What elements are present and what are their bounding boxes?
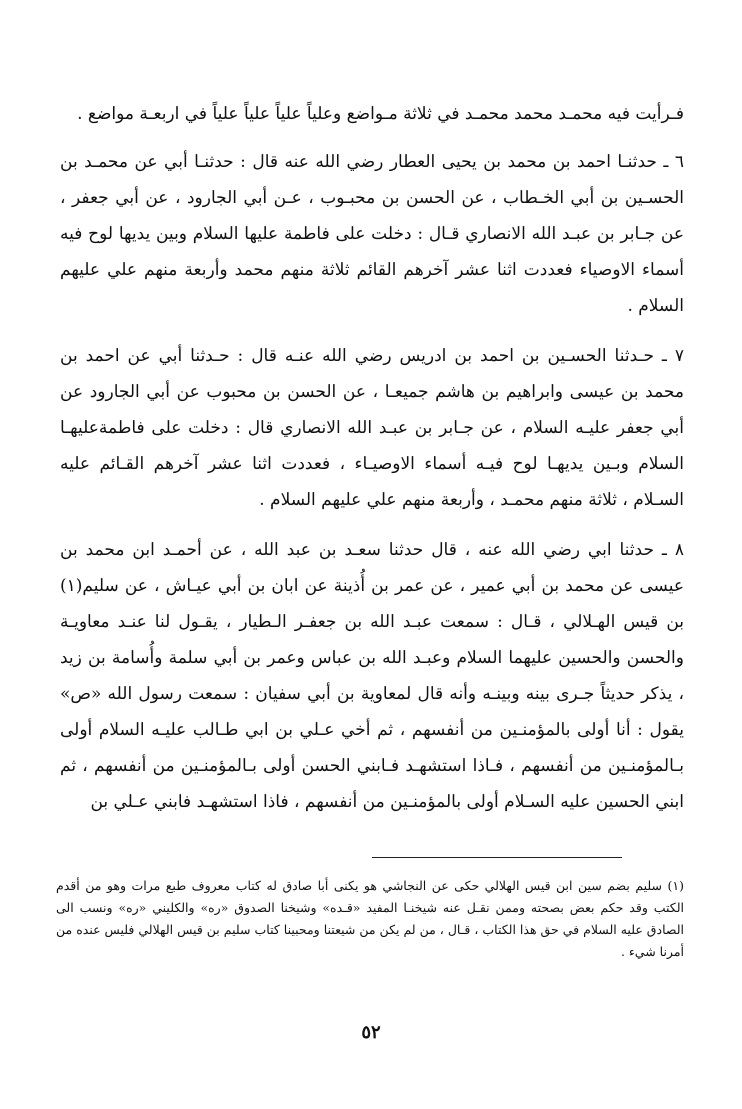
footnote: (١) سليم بضم سين ابن قيس الهلالي حكى عن النجاشي هو يكنى أبا صادق له كتاب معروف طبع مرات وهو من أقدم الكتب وقد حكم بعض بصحته وممن نقـل عنه شيخنـا المفيد «قـده» وشيخنا الصدوق «ره» والكليني «ره» ونسب الى الصادق عليه السلام في حق هذا الكتاب ، قـال ، من لم يكن من شيعتنا ومحبينا كتاب سليم بن قيس الهلالي فليس عنده من أمرنا شيء .: [56, 878, 684, 959]
page-number: ٥٢: [361, 1022, 381, 1043]
paragraph-hadith-7: ٧ ـ حـدثنا الحسـين بن احمد بن ادريس رضي الله عنـه قال : حـدثنا أبي عن احمد بن محمد بن عيسى وابراهيم بن هاشم جميعـا ، عن الحسن بن محبوب عن أبي الجارود عن أبي جعفر عليـه السلام ، عن جـابر بن عبـد الله الانصاري قال : دخلت على فاطمةعليهـا السلام وبـين يديهـا لوح فيـه أسماء الاوصيـاء ، فعددت اثنا عشر آخرهم القـائم عليه السـلام ، ثلاثة منهم محمـد ، وأربعة منهم علي عليهم السلام .: [60, 346, 684, 510]
main-text-body: [60, 96, 684, 834]
paragraph-intro: فـرأيت فيه محمـد محمد محمـد في ثلاثة مـواضع وعلياً علياً علياً علياً في اربعـة مواضع .: [77, 104, 684, 124]
paragraph-hadith-8: ٨ ـ حدثنا ابي رضي الله عنه ، قال حدثنا سعـد بن عبد الله ، عن أحمـد ابن محمد بن عيسى عن محمد بن أبي عمير ، عن عمر بن أُذينة عن ابان بن أبي عيـاش ، عن سليم(١) بن قيس الهـلالي ، قـال : سمعت عبـد الله بن جعفـر الـطيار ، يقـول لنا عنـد معاويـة والحسن والحسين عليهما السلام وعبـد الله بن عباس وعمر بن أبي سلمة وأُسامة بن زيد ، يذكر حديثاً جـرى بينه وبينـه وأنه قال لمعاوية بن أبي سفيان : سمعت رسول الله «ص» يقول : أنا أولى بالمؤمنـين من أنفسهم ، ثم أخي عـلي بن ابي طـالب عليـه السلام أولى بـالمؤمنـين من أنفسهم ، فـاذا استشهـد فـابني الحسن أولى بـالمؤمنـين من أنفسهم ، ثم ابني الحسين عليه السـلام أولى بالمؤمنـين من أنفسهم ، فاذا استشهـد فابني عـلي بن: [60, 540, 684, 812]
footnote-divider: [372, 857, 622, 858]
paragraph-hadith-6: ٦ ـ حدثنـا احمد بن محمد بن يحيى العطار رضي الله عنه قال : حدثنـا أبي عن محمـد بن الحسـين بن أبي الخـطاب ، عن الحسن بن محبـوب ، عـن أبي الجارود ، عن أبي جعفر ، عن جـابر بن عبـد الله الانصاري قـال : دخلت على فاطمة عليها السلام وبين يديها لوح فيه أسماء الاوصياء فعددت اثنا عشر آخرهم القائم ثلاثة منهم محمد وأربعة منهم علي عليهم السلام .: [60, 152, 684, 316]
